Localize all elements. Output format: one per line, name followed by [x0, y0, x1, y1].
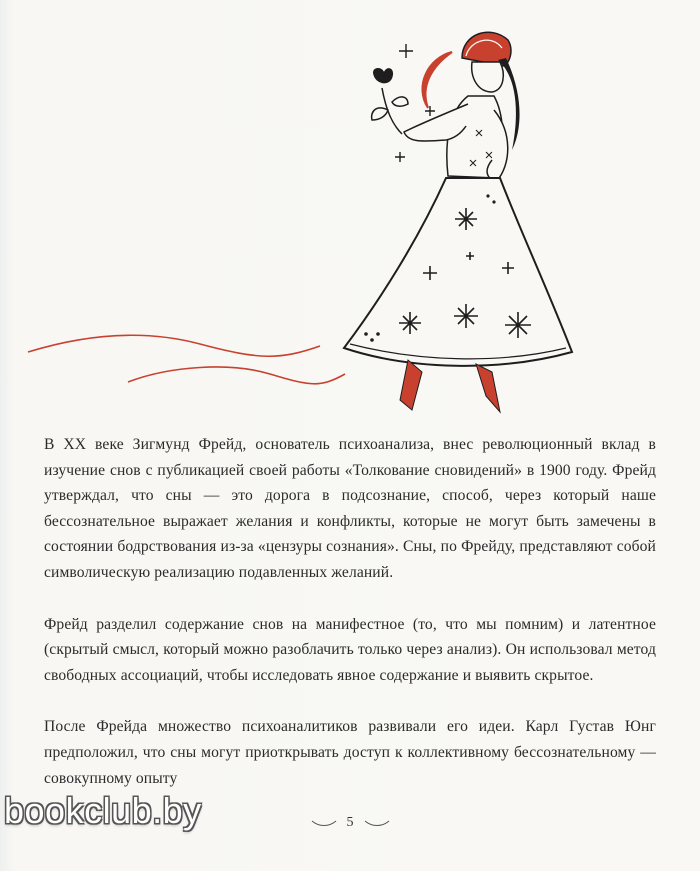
left-flourish-icon: [311, 818, 337, 828]
red-wave-line-top: [28, 335, 320, 356]
article-body: [44, 432, 656, 817]
page-number: 5: [346, 815, 354, 830]
right-boot: [476, 364, 500, 412]
woman-with-crescent-moon-illustration: [0, 0, 700, 430]
skirt: [344, 178, 572, 366]
flower-icon: [372, 69, 408, 134]
head: [472, 62, 504, 92]
right-flourish-icon: [364, 818, 390, 828]
paragraph-freud-intro: В XX веке Зигмунд Фрейд, основатель психоанализа, внес революционный вклад в изучение снов с публикацией своей работы «Толкование сновидений» в 1900 году. Фрейд утверждал, что сны — это дорога в подсознание, способ, через который наше бессознательное выражает желания и конфликты, которые не могут быть замечены в состоянии бодрствования из-за «цензуры сознания». Сны, по Фрейду, представляют собой символическую реализацию подавленных желаний.: [44, 436, 656, 581]
paragraph-manifest-latent: Фрейд разделил содержание снов на манифестное (то, что мы помним) и латентное (скрытый смысл, который можно разоблачить только через анализ). Он использовал метод свободных ассоциаций, чтобы исследовать явное содержание и выявить скрытое.: [44, 615, 656, 684]
red-wave-line-bottom: [128, 367, 345, 384]
site-watermark: bookclub.by: [4, 790, 202, 831]
crescent-moon-icon: [422, 52, 452, 108]
paragraph-after-freud: После Фрейда множество психоаналитиков развивали его идеи. Карл Густав Юнг предположил, что сны могут приоткрывать доступ к коллективному бессознательному — совокупному опыту: [44, 718, 656, 787]
left-boot: [400, 360, 422, 410]
sparkle-icons: [395, 44, 435, 162]
